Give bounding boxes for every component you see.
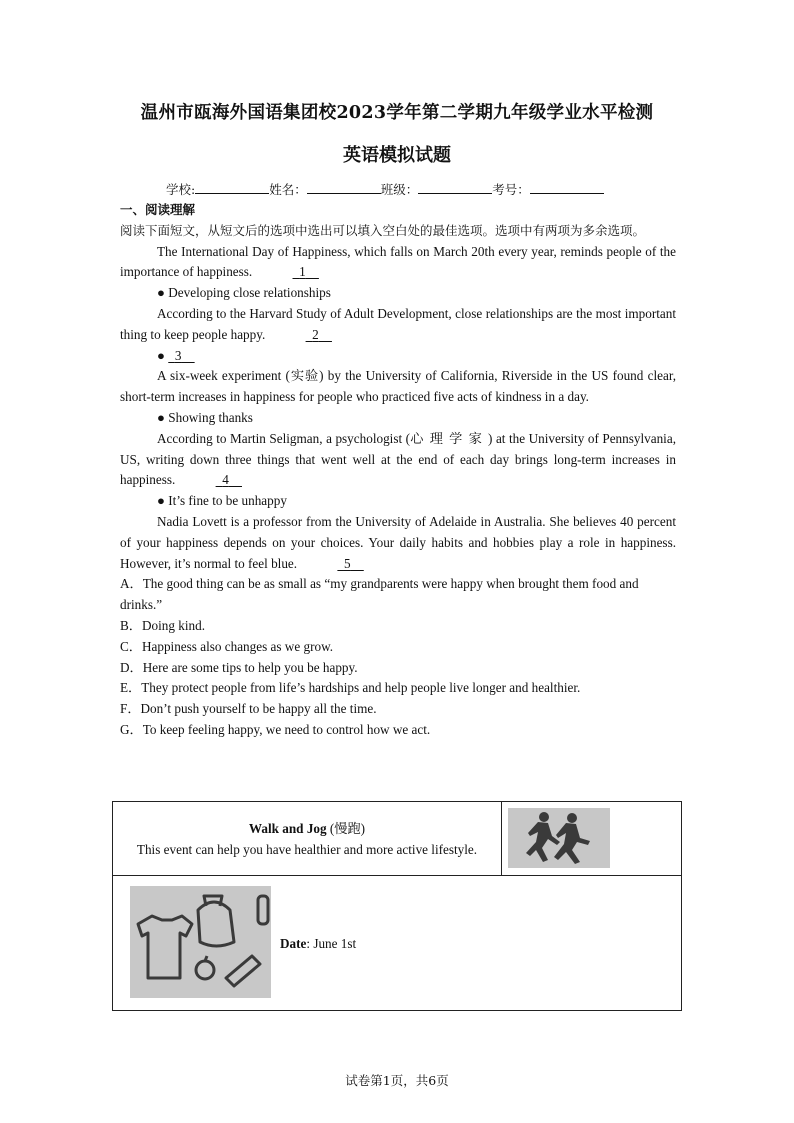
date-label: Date	[280, 936, 307, 951]
table-divider	[501, 802, 502, 875]
event-detail-row	[113, 876, 681, 1010]
paragraph-3: A six-week experiment (实验) by the University of California, Riverside in the US found clear, short-term increases in happiness for people who practiced five acts of kindness in a day.	[120, 368, 676, 405]
blank-2-number: 2	[312, 326, 319, 342]
event-date	[280, 934, 356, 955]
blank-4-number: 4	[222, 472, 229, 488]
runners-icon	[508, 808, 610, 868]
blank-2	[269, 325, 332, 346]
event-title: Walk and Jog	[248, 821, 327, 836]
paragraph-5-text: Nadia Lovett is a professor from the University of Adelaide in Australia. She believes 40 percent of your happiness depends on your choices. Your daily habits and hobbies play a role in happiness. However, it’s normal to feel blue.	[120, 513, 676, 571]
exam-title-line2: 英语模拟试题	[343, 145, 451, 166]
option-e: E．They protect people from life’s hardships and help people live longer and healthier.	[120, 680, 581, 696]
paragraph-4-cn: 心理学家	[410, 430, 489, 446]
event-description: This event can help you have healthier and more active lifestyle.	[136, 842, 478, 857]
class-label: 班级：	[380, 182, 419, 197]
date-value: : June 1st	[306, 936, 357, 951]
option-a: A．The good thing can be as small as “my grandparents were happy when brought them food and drinks.”	[120, 576, 639, 613]
paragraph-5	[120, 512, 676, 574]
school-blank[interactable]	[195, 180, 269, 194]
name-label: 姓名：	[269, 182, 307, 197]
bullet-2-mark: ●	[157, 347, 165, 363]
event-header-text	[113, 818, 501, 860]
option-d: D．Here are some tips to help you be happy.	[120, 659, 358, 675]
reading-section	[120, 200, 676, 741]
bullet-1: ● Developing close relationships	[157, 285, 331, 301]
runners-image	[508, 808, 610, 868]
paragraph-4-text-a: According to Martin Seligman, a psychologist (	[157, 430, 411, 446]
section-heading: 一、阅读理解	[120, 202, 196, 217]
event-table	[112, 801, 682, 1011]
event-title-line	[113, 818, 501, 839]
gear-image	[130, 886, 271, 998]
sports-gear-icon	[130, 886, 271, 998]
blank-4	[179, 470, 242, 491]
paragraph-2	[120, 304, 676, 346]
section-instruction: 阅读下面短文，从短文后的选项中选出可以填入空白处的最佳选项。选项中有两项为多余选项。	[120, 222, 646, 238]
blank-5-number: 5	[343, 555, 351, 571]
bullet-3: ● Showing thanks	[157, 409, 253, 425]
blank-1-number: 1	[299, 264, 306, 280]
bullet-4: ● It’s fine to be unhappy	[157, 493, 287, 509]
paragraph-1	[120, 242, 676, 284]
exam-no-label: 考号：	[492, 182, 530, 197]
option-c: C．Happiness also changes as we grow.	[120, 638, 334, 654]
bullet-2	[120, 346, 676, 367]
page-footer: 试卷第1页，共6页	[345, 1073, 449, 1088]
event-header-row	[113, 802, 681, 876]
paragraph-2-text: According to the Harvard Study of Adult Development, close relationships are the most important thing to keep people happy.	[120, 305, 676, 342]
event-title-cn: (慢跑)	[329, 821, 366, 836]
blank-3	[168, 346, 194, 367]
class-blank[interactable]	[418, 180, 492, 194]
option-f: F．Don’t push yourself to be happy all the time.	[120, 701, 377, 717]
exam-title-line1: 温州市瓯海外国语集团校2023学年第二学期九年级学业水平检测	[140, 103, 654, 123]
option-b: B．Doing kind.	[120, 617, 205, 633]
paragraph-4-text-b: ) at the University of Pennsylvania, US, writing down three things that went well at the end of each day brings long-term increases in happiness.	[120, 430, 676, 488]
blank-1	[256, 262, 319, 283]
blank-5	[300, 554, 363, 575]
student-info-row	[166, 180, 604, 201]
paragraph-4	[120, 429, 676, 491]
exam-no-blank[interactable]	[530, 180, 604, 194]
blank-3-number: 3	[174, 347, 182, 363]
option-g: G．To keep feeling happy, we need to control how we act.	[120, 721, 431, 737]
name-blank[interactable]	[307, 180, 381, 194]
school-label: 学校:	[166, 182, 196, 197]
paragraph-1-text: The International Day of Happiness, which falls on March 20th every year, reminds people of the importance of happiness.	[120, 243, 676, 280]
